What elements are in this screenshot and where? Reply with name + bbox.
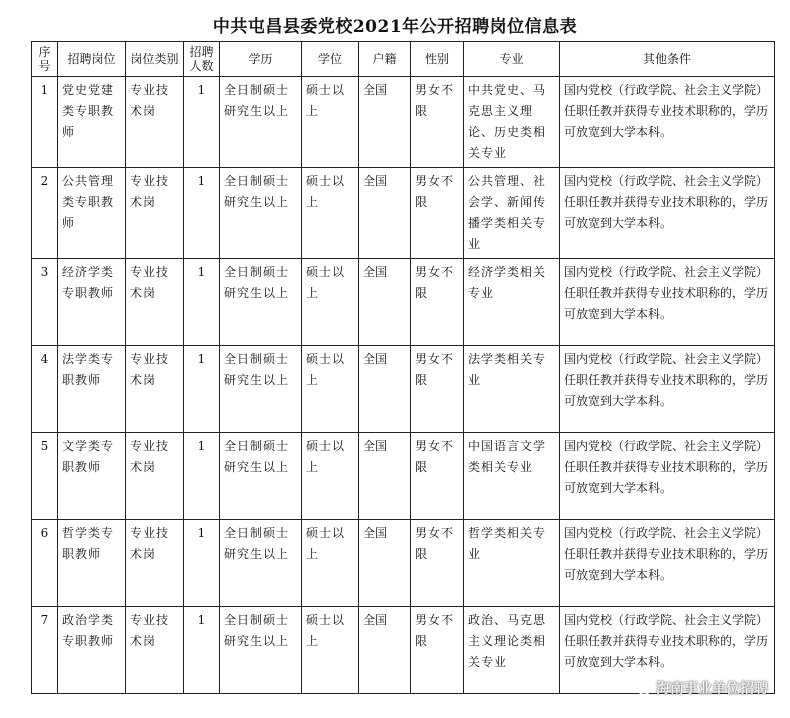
cell-category: 专业技术岗 [126, 346, 184, 433]
watermark-text: 海南事业单位招聘 [656, 681, 768, 697]
cell-gender: 男女不限 [411, 520, 464, 607]
recruitment-table [31, 41, 775, 694]
header-major: 专业 [464, 42, 560, 77]
cell-degree: 硕士以上 [302, 433, 359, 520]
header-category: 岗位类别 [126, 42, 184, 77]
cell-gender: 男女不限 [411, 346, 464, 433]
cell-degree: 硕士以上 [302, 259, 359, 346]
cell-num: 1 [32, 77, 58, 168]
cell-education: 全日制硕士研究生以上 [220, 346, 302, 433]
cell-position: 经济学类专职教师 [58, 259, 126, 346]
cell-other: 国内党校（行政学院、社会主义学院）任职任教并获得专业技术职称的，学历可放宽到大学本科。 [560, 433, 775, 520]
cell-education: 全日制硕士研究生以上 [220, 168, 302, 259]
cell-degree: 硕士以上 [302, 520, 359, 607]
cell-major: 公共管理、社会学、新闻传播学类相关专业 [464, 168, 560, 259]
cell-major: 法学类相关专业 [464, 346, 560, 433]
cell-gender: 男女不限 [411, 607, 464, 694]
cell-position: 党史党建类专职教师 [58, 77, 126, 168]
cell-other: 国内党校（行政学院、社会主义学院）任职任教并获得专业技术职称的，学历可放宽到大学本科。 [560, 520, 775, 607]
cell-education: 全日制硕士研究生以上 [220, 259, 302, 346]
cell-education: 全日制硕士研究生以上 [220, 433, 302, 520]
cell-position: 哲学类专职教师 [58, 520, 126, 607]
cell-major: 中共党史、马克思主义理论、历史类相关专业 [464, 77, 560, 168]
cell-num: 5 [32, 433, 58, 520]
cell-major: 中国语言文学类相关专业 [464, 433, 560, 520]
header-education: 学历 [220, 42, 302, 77]
cell-degree: 硕士以上 [302, 346, 359, 433]
cell-other: 国内党校（行政学院、社会主义学院）任职任教并获得专业技术职称的，学历可放宽到大学本科。 [560, 607, 775, 694]
cell-count: 1 [184, 346, 220, 433]
cell-major: 哲学类相关专业 [464, 520, 560, 607]
header-position: 招聘岗位 [58, 42, 126, 77]
header-hukou: 户籍 [359, 42, 411, 77]
cell-education: 全日制硕士研究生以上 [220, 77, 302, 168]
cell-category: 专业技术岗 [126, 77, 184, 168]
cell-major: 政治、马克思主义理论类相关专业 [464, 607, 560, 694]
cell-degree: 硕士以上 [302, 607, 359, 694]
table-row [32, 520, 775, 607]
cell-hukou: 全国 [359, 607, 411, 694]
cell-gender: 男女不限 [411, 77, 464, 168]
header-count: 招聘人数 [184, 42, 220, 77]
cell-category: 专业技术岗 [126, 520, 184, 607]
wechat-icon [631, 680, 651, 696]
cell-num: 3 [32, 259, 58, 346]
cell-count: 1 [184, 607, 220, 694]
cell-hukou: 全国 [359, 346, 411, 433]
cell-num: 6 [32, 520, 58, 607]
cell-num: 4 [32, 346, 58, 433]
cell-position: 公共管理类专职教师 [58, 168, 126, 259]
header-row [32, 42, 775, 77]
cell-category: 专业技术岗 [126, 168, 184, 259]
cell-other: 国内党校（行政学院、社会主义学院）任职任教并获得专业技术职称的，学历可放宽到大学本科。 [560, 346, 775, 433]
cell-education: 全日制硕士研究生以上 [220, 520, 302, 607]
cell-count: 1 [184, 520, 220, 607]
cell-hukou: 全国 [359, 520, 411, 607]
cell-gender: 男女不限 [411, 168, 464, 259]
cell-major: 经济学类相关专业 [464, 259, 560, 346]
cell-count: 1 [184, 259, 220, 346]
cell-gender: 男女不限 [411, 259, 464, 346]
cell-position: 法学类专职教师 [58, 346, 126, 433]
table-row [32, 168, 775, 259]
cell-education: 全日制硕士研究生以上 [220, 607, 302, 694]
table-row [32, 433, 775, 520]
cell-count: 1 [184, 433, 220, 520]
cell-num: 2 [32, 168, 58, 259]
table-row [32, 346, 775, 433]
cell-hukou: 全国 [359, 259, 411, 346]
cell-hukou: 全国 [359, 433, 411, 520]
cell-degree: 硕士以上 [302, 77, 359, 168]
cell-hukou: 全国 [359, 168, 411, 259]
cell-other: 国内党校（行政学院、社会主义学院）任职任教并获得专业技术职称的，学历可放宽到大学本科。 [560, 259, 775, 346]
cell-category: 专业技术岗 [126, 607, 184, 694]
header-other: 其他条件 [560, 42, 775, 77]
cell-position: 文学类专职教师 [58, 433, 126, 520]
table-row [32, 77, 775, 168]
header-gender: 性别 [411, 42, 464, 77]
cell-num: 7 [32, 607, 58, 694]
cell-category: 专业技术岗 [126, 433, 184, 520]
header-degree: 学位 [302, 42, 359, 77]
watermark [631, 678, 768, 698]
page-title: 中共屯昌县委党校2021年公开招聘岗位信息表 [212, 17, 578, 37]
cell-gender: 男女不限 [411, 433, 464, 520]
cell-count: 1 [184, 77, 220, 168]
cell-degree: 硕士以上 [302, 168, 359, 259]
cell-other: 国内党校（行政学院、社会主义学院）任职任教并获得专业技术职称的，学历可放宽到大学本科。 [560, 168, 775, 259]
header-num: 序号 [32, 42, 58, 77]
table-row [32, 259, 775, 346]
cell-count: 1 [184, 168, 220, 259]
cell-position: 政治学类专职教师 [58, 607, 126, 694]
cell-other: 国内党校（行政学院、社会主义学院）任职任教并获得专业技术职称的，学历可放宽到大学本科。 [560, 77, 775, 168]
cell-category: 专业技术岗 [126, 259, 184, 346]
cell-hukou: 全国 [359, 77, 411, 168]
